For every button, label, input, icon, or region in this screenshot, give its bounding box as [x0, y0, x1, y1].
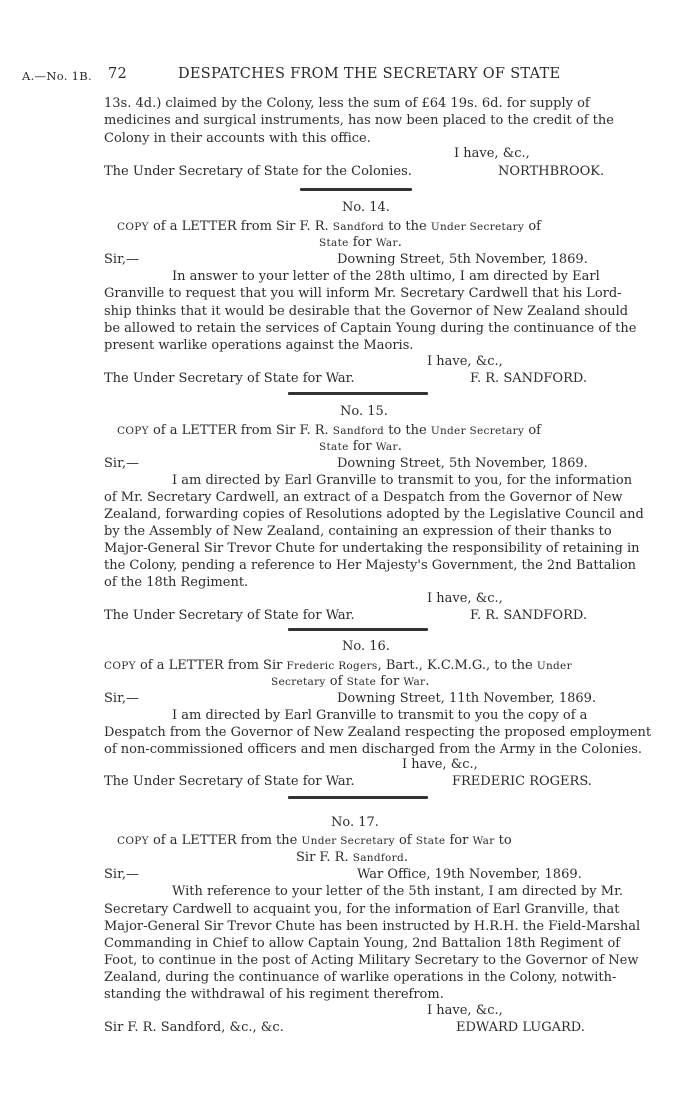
title-part: Under Secretary [430, 425, 525, 437]
title-part: State [319, 237, 349, 249]
place-date: Downing Street, 5th November, 1869. [337, 252, 588, 267]
body-line: Zealand, during the continuance of warlike operations in the Colony, notwith- [104, 970, 617, 985]
section-divider [288, 392, 428, 395]
title-part: to the [384, 219, 431, 234]
closing: I have, &c., [454, 146, 530, 161]
section-divider [288, 796, 428, 799]
addressee: Sir F. R. Sandford, &c., &c. [104, 1020, 284, 1035]
title-part: Sir F. R. [296, 850, 353, 865]
closing: I have, &c., [427, 354, 503, 369]
letter-title [271, 674, 430, 690]
signature: F. R. SANDFORD. [470, 608, 587, 623]
title-part: Frederic Rogers [286, 660, 378, 672]
body-line: Major-General Sir Trevor Chute for undertaking the responsibility of retaining in [104, 541, 640, 556]
title-part: to [494, 833, 512, 848]
title-part: War [403, 676, 426, 688]
title-part: Sandford [332, 425, 385, 437]
title-part: for [376, 674, 404, 689]
place-date: Downing Street, 11th November, 1869. [337, 691, 597, 706]
title-part: of a LETTER from Sir [135, 658, 287, 673]
body-line: Commanding in Chief to allow Captain Young, 2nd Battalion 18th Regiment of [104, 936, 621, 951]
title-part: of a LETTER from Sir F. R. [148, 423, 333, 438]
title-part: State [319, 441, 349, 453]
title-part: of [325, 674, 347, 689]
letter-number: No. 16. [342, 639, 390, 654]
addressee: The Under Secretary of State for War. [104, 371, 355, 386]
body-line: Granville to request that you will inform Mr. Secretary Cardwell that his Lord- [104, 286, 622, 301]
signature: NORTHBROOK. [498, 164, 605, 179]
letter-title [117, 833, 512, 849]
intro-line: 13s. 4d.) claimed by the Colony, less the sum of £64 19s. 6d. for supply of [104, 96, 590, 111]
body-line: Foot, to continue in the post of Acting Military Secretary to the Governor of New [104, 953, 639, 968]
page-number: 72 [108, 66, 128, 82]
letter-title [319, 439, 402, 455]
title-part: Sandford [352, 852, 405, 864]
closing: I have, &c., [402, 757, 478, 772]
title-part: . [404, 850, 409, 865]
body-line: be allowed to retain the services of Captain Young during the continuance of the [104, 321, 637, 336]
title-part: COPY [117, 425, 149, 437]
title-part: of [394, 833, 416, 848]
letter-title [296, 850, 408, 866]
letter-number: No. 14. [342, 200, 390, 215]
title-part: War [375, 441, 398, 453]
body-line: standing the withdrawal of his regiment therefrom. [104, 987, 444, 1002]
salutation: Sir,— [104, 691, 139, 706]
title-part: War [472, 835, 495, 847]
title-part: Secretary [271, 676, 326, 688]
addressee: The Under Secretary of State for War. [104, 608, 355, 623]
body-line: of Mr. Secretary Cardwell, an extract of a Despatch from the Governor of New [104, 490, 623, 505]
title-part: , Bart., K.C.M.G., to the [377, 658, 537, 673]
title-part: State [346, 676, 377, 688]
title-part: . [425, 674, 430, 689]
salutation: Sir,— [104, 252, 139, 267]
title-part: for [348, 439, 376, 454]
body-line: of non-commissioned officers and men discharged from the Army in the Colonies. [104, 742, 643, 757]
body-line: In answer to your letter of the 28th ultimo, I am directed by Earl [172, 269, 600, 284]
body-line: of the 18th Regiment. [104, 575, 249, 590]
body-line: I am directed by Earl Granville to transmit to you the copy of a [172, 708, 588, 723]
title-part: . [397, 235, 402, 250]
paper-reference: A.—No. 1B. [22, 69, 92, 83]
body-line: Major-General Sir Trevor Chute has been instructed by H.R.H. the Field-Marshal [104, 919, 641, 934]
addressee: The Under Secretary of State for the Colonies. [104, 164, 412, 179]
letter-title [104, 658, 572, 674]
title-part: . [397, 439, 402, 454]
salutation: Sir,— [104, 867, 139, 882]
letter-title [117, 423, 541, 439]
body-line: present warlike operations against the Maoris. [104, 338, 414, 353]
body-line: Secretary Cardwell to acquaint you, for the information of Earl Granville, that [104, 902, 620, 917]
title-part: for [348, 235, 376, 250]
body-line: Despatch from the Governor of New Zealand respecting the proposed employment [104, 725, 652, 740]
section-divider [288, 628, 428, 631]
signature: FREDERIC ROGERS. [452, 774, 592, 789]
body-line: With reference to your letter of the 5th instant, I am directed by Mr. [172, 884, 624, 899]
title-part: COPY [117, 221, 149, 233]
title-part: Under Secretary [430, 221, 525, 233]
signature: EDWARD LUGARD. [456, 1020, 585, 1035]
intro-line: medicines and surgical instruments, has now been placed to the credit of the [104, 113, 614, 128]
body-line: ship thinks that it would be desirable that the Governor of New Zealand should [104, 304, 629, 319]
title-part: COPY [117, 835, 149, 847]
place-date: Downing Street, 5th November, 1869. [337, 456, 588, 471]
title-part: Under Secretary [301, 835, 395, 847]
title-part: for [445, 833, 473, 848]
salutation: Sir,— [104, 456, 139, 471]
title-part: War [375, 237, 398, 249]
body-line: the Colony, pending a reference to Her Majesty's Government, the 2nd Battalion [104, 558, 637, 573]
running-title: DESPATCHES FROM THE SECRETARY OF STATE [178, 66, 561, 82]
title-part: to the [384, 423, 431, 438]
intro-line: Colony in their accounts with this office. [104, 131, 371, 146]
title-part: Under [536, 660, 572, 672]
section-divider [300, 188, 412, 191]
signature: F. R. SANDFORD. [470, 371, 587, 386]
title-part: Sandford [332, 221, 385, 233]
title-part: of [524, 219, 541, 234]
closing: I have, &c., [427, 591, 503, 606]
title-part: State [415, 835, 446, 847]
title-part: of [524, 423, 541, 438]
closing: I have, &c., [427, 1003, 503, 1018]
body-line: Zealand, forwarding copies of Resolutions adopted by the Legislative Council and [104, 507, 644, 522]
body-line: I am directed by Earl Granville to transmit to you, for the information [172, 473, 633, 488]
letter-title [117, 219, 541, 235]
letter-number: No. 15. [340, 404, 388, 419]
title-part: of a LETTER from the [148, 833, 302, 848]
body-line: by the Assembly of New Zealand, containing an expression of their thanks to [104, 524, 612, 539]
addressee: The Under Secretary of State for War. [104, 774, 355, 789]
title-part: COPY [104, 660, 136, 672]
place-date: War Office, 19th November, 1869. [357, 867, 582, 882]
title-part: of a LETTER from Sir F. R. [148, 219, 333, 234]
letter-title [319, 235, 402, 251]
letter-number: No. 17. [331, 815, 379, 830]
